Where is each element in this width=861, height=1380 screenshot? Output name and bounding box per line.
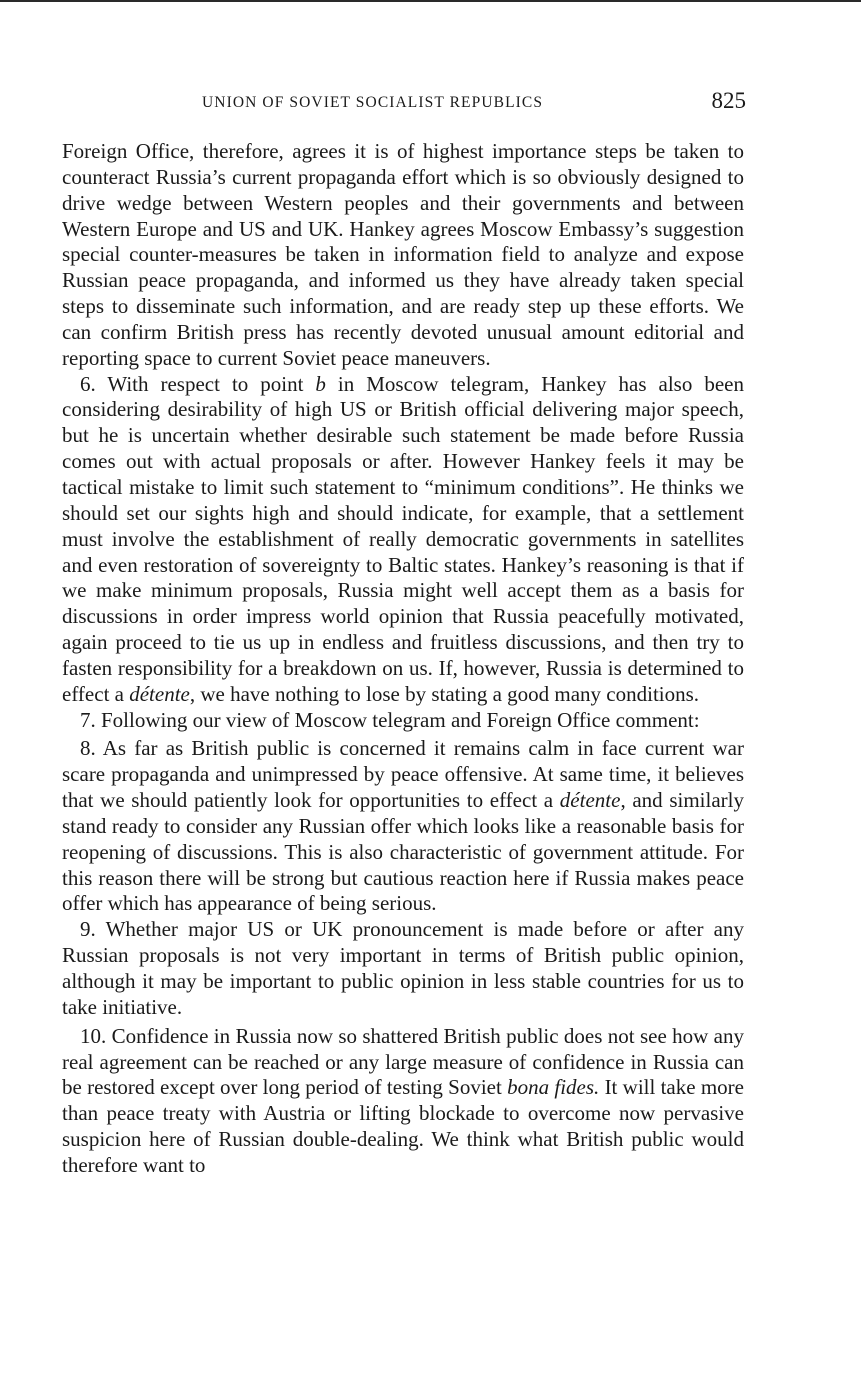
text-run: , and similarly stand ready to consider any Russian offer which looks like a reasonable basis for reopening of discussions. This is also characteristic of government attitude. For this reason there will be strong but cautious reaction here if Russia makes peace offer which has appearance of being serious. xyxy=(62,788,744,916)
paragraph-9 xyxy=(62,917,744,1020)
running-title: UNION OF SOVIET SOCIALIST REPUBLICS xyxy=(202,94,544,111)
text-run: Foreign Office, therefore, agrees it is of highest importance steps be taken to counteract Russia’s current propaganda effort which is so obviously designed to drive wedge between Western peoples and their governments and between Western Europe and US and UK. Hankey agrees Moscow Embassy’s suggestion special counter-measures be taken in information field to analyze and expose Russian peace propaganda, and informed us they have already taken special steps to disseminate such information, and are ready step up these efforts. We can confirm British press has recently devoted unusual amount editorial and reporting space to current Soviet peace maneuvers. xyxy=(62,139,744,370)
italic-text: détente xyxy=(559,788,621,813)
document-body xyxy=(62,139,744,1179)
paragraph-7 xyxy=(62,708,744,734)
text-run: in Moscow telegram, Hankey has also been considering desirability of high US or British official delivering major speech, but he is uncertain whether desirable such statement be made before Russia comes out with actual proposals or after. However Hankey feels it may be tactical mistake to limit such statement to “minimum conditions”. He thinks we should set our sights high and should indicate, for example, that a settlement must involve the establishment of really democratic governments in satellites and even restoration of sovereignty to Baltic states. Hankey’s reasoning is that if we make minimum proposals, Russia might well accept them as a basis for discussions in order impress world opinion that Russia peacefully motivated, again proceed to tie us up in endless and fruitless discussions, and then try to fasten responsibility for a breakdown on us. If, however, Russia is determined to effect a xyxy=(62,371,744,706)
text-run: 7. Following our view of Moscow telegram and Foreign Office comment: xyxy=(80,707,700,732)
italic-text: b xyxy=(315,371,326,396)
text-run: , we have nothing to lose by stating a good many conditions. xyxy=(189,681,700,706)
italic-text: détente xyxy=(129,681,190,706)
paragraph-8 xyxy=(62,736,744,917)
page-header xyxy=(62,88,746,118)
italic-text: bona fides. xyxy=(507,1075,600,1100)
top-border-rule xyxy=(0,0,861,2)
text-run: 9. Whether major US or UK pronouncement is made before or after any Russian proposals is not very important in terms of British public opinion, although it may be important to public opinion in less stable countries for us to take initiative. xyxy=(62,917,744,1019)
page-number: 825 xyxy=(711,88,746,113)
paragraph-10 xyxy=(62,1024,744,1179)
text-run: 8. As far as British public is concerned it remains calm in face current war scare propaganda and unimpressed by peace offensive. At same time, it believes that we should patiently look for opportunities to effect a xyxy=(62,736,744,813)
text-run: 10. Confidence in Russia now so shattered British public does not see how any real agreement can be reached or any large measure of confidence in Russia can be restored except over long period of testing Soviet xyxy=(62,1023,744,1100)
text-run: 6. With respect to point xyxy=(80,371,316,396)
paragraph-6 xyxy=(62,372,744,708)
text-run: It will take more than peace treaty with Austria or lifting blockade to overcome now pervasive suspicion here of Russian double-dealing. We think what British public would therefore want to xyxy=(62,1075,744,1177)
paragraph-continued xyxy=(62,139,744,372)
